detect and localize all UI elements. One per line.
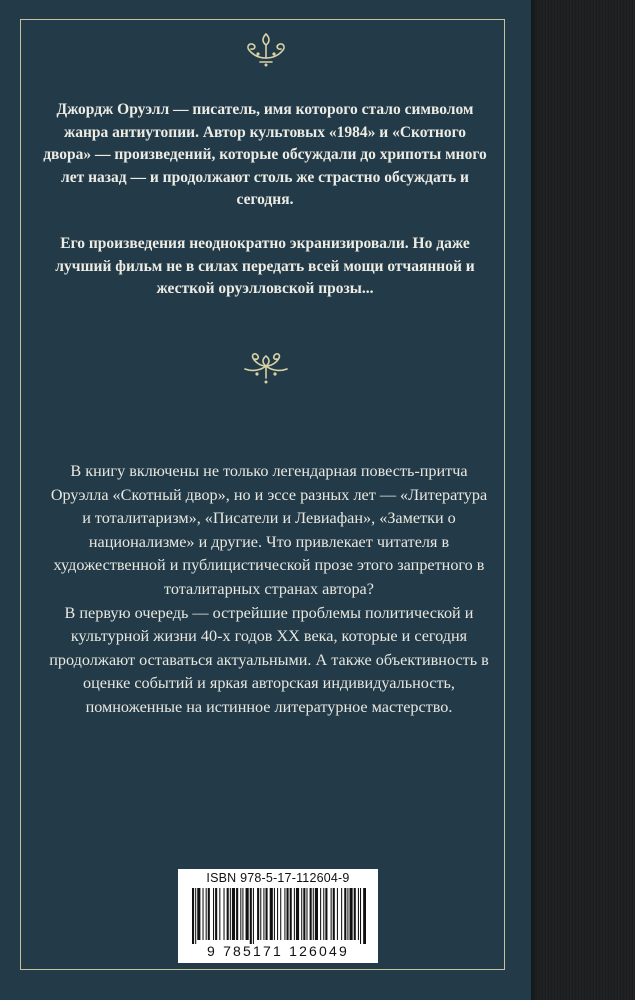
barcode-bar (315, 888, 318, 940)
barcode-bar (280, 888, 281, 940)
barcode-bar (301, 888, 302, 940)
barcode-bar (224, 888, 225, 940)
barcode-bar (270, 888, 273, 940)
barcode-bar (290, 888, 292, 940)
barcode-bar (219, 888, 220, 940)
barcode-bar (341, 888, 342, 940)
barcode-bar (323, 888, 324, 940)
barcode-bar (236, 888, 238, 940)
barcode-bar (306, 888, 307, 940)
isbn-label: ISBN 978-5-17-112604-9 (206, 871, 350, 885)
barcode-bar (197, 888, 200, 940)
blurb-paragraph-1: Джордж Оруэлл — писатель, имя которого стало символом жанра антиутопии. Автор культовых «1984» и «Скотного двора» — произведений, которые обсуждали до хрипоты много лет назад — и продолжают столь же страстно обсуждать и сегодня. (43, 101, 487, 208)
barcode-bar (363, 888, 366, 944)
barcode-bar (263, 888, 264, 940)
barcode-bar (192, 888, 194, 944)
barcode-bar (242, 888, 243, 940)
barcode-bars (190, 888, 366, 944)
barcode-bar (358, 888, 359, 940)
barcode-bar (337, 888, 338, 940)
barcode-bar (257, 888, 259, 940)
barcode-bar (284, 888, 285, 940)
barcode-bar (266, 888, 268, 940)
book-spine (531, 0, 635, 1000)
barcode-bar (310, 888, 312, 940)
barcode-bar (350, 888, 353, 940)
barcode-bar (333, 888, 335, 940)
barcode-bar (320, 888, 321, 940)
barcode-bar (215, 888, 217, 940)
barcode-bar (303, 888, 305, 940)
barcode-bar (313, 888, 314, 940)
flourish-ornament-icon (231, 348, 301, 388)
barcode (178, 869, 378, 963)
barcode-bar (344, 888, 346, 940)
barcode-bar (232, 888, 235, 940)
barcode-bar (277, 888, 278, 940)
barcode-bar (331, 888, 332, 940)
flourish-ornament-icon (231, 28, 301, 68)
barcode-bar (260, 888, 261, 940)
blurb-paragraph-2: Его произведения неоднократно экранизировали. Но даже лучший фильм не в силах передать всей мощи отчаянной и жесткой оруэлловской прозы... (55, 235, 475, 297)
barcode-bar (208, 888, 210, 940)
ean-digits: 9 785171 126049 (207, 943, 349, 959)
barcode-bar (240, 888, 241, 940)
barcode-bar (274, 888, 275, 940)
barcode-bar (287, 888, 289, 940)
description-paragraph-1: В книгу включены не только легендарная повесть-притча Оруэлла «Скотный двор», но и эссе разных лет — «Литература и тоталитаризм», «Писатели и Левиафан», «Заметки о национализме» и другие. Что привлекает читателя в художественной и публицистической прозе этого запретного в тоталитарных странах автора? (50, 462, 488, 598)
barcode-bar (354, 888, 356, 940)
barcode-bar (213, 888, 214, 940)
barcode-bar (206, 888, 207, 940)
barcode-bar (253, 888, 254, 944)
barcode-bar (347, 888, 348, 940)
barcode-bar (294, 888, 295, 940)
barcode-bar (360, 888, 361, 944)
barcode-bar (296, 888, 299, 940)
barcode-bar (227, 888, 229, 940)
description-paragraph-2: В первую очередь — острейшие проблемы политической и культурной жизни 40-х годов XX века, которые и сегодня продолжают оставаться актуальными. А также объективность в оценке событий и яркая авторская индивидуальность, помноженные на истинное литературное мастерство. (49, 603, 489, 716)
barcode-bar (250, 888, 252, 944)
barcode-bar (195, 888, 196, 944)
barcode-bar (230, 888, 231, 940)
barcode-bar (246, 888, 249, 940)
book-description (46, 460, 492, 720)
barcode-bar (325, 888, 327, 940)
barcode-bar (203, 888, 204, 940)
